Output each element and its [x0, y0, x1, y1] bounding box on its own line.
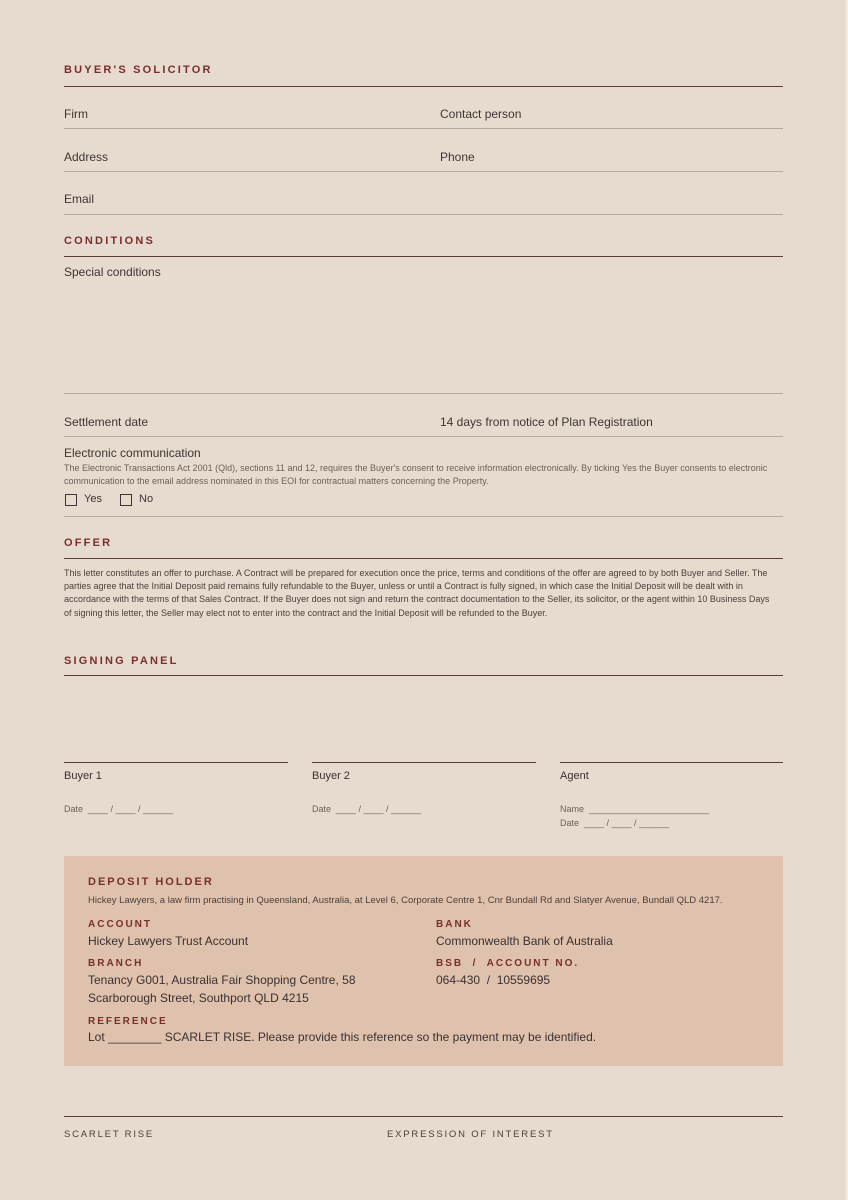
- agent-signature-line[interactable]: [560, 762, 783, 763]
- special-conditions-label: Special conditions: [64, 265, 161, 279]
- branch-label: BRANCH: [88, 958, 144, 969]
- field-rule: [64, 128, 783, 129]
- field-rule: [64, 393, 783, 394]
- signing-panel-heading: SIGNING PANEL: [64, 655, 179, 667]
- electronic-communication-label: Electronic communication: [64, 446, 201, 460]
- settlement-date-value: 14 days from notice of Plan Registration: [440, 415, 653, 429]
- bank-value: Commonwealth Bank of Australia: [436, 934, 613, 948]
- deposit-holder-heading: DEPOSIT HOLDER: [88, 876, 214, 888]
- footer-project-name: SCARLET RISE: [64, 1129, 155, 1140]
- no-checkbox[interactable]: [120, 494, 132, 506]
- yes-checkbox[interactable]: [65, 494, 77, 506]
- bsb-account-label: BSB / ACCOUNT NO.: [436, 958, 580, 969]
- offer-heading: OFFER: [64, 537, 113, 549]
- contact-person-label: Contact person: [440, 107, 522, 121]
- no-label: No: [139, 493, 154, 505]
- field-rule: [64, 214, 783, 215]
- electronic-communication-text: The Electronic Transactions Act 2001 (Qld), sections 11 and 12, requires the Buyer's consent to receive information electronically. By ticking Yes the Buyer consents to electronic communication to the email address nominated in this EOI for contractual matters concerning the Property.: [64, 463, 768, 486]
- deposit-holder-intro: Hickey Lawyers, a law firm practising in Queensland, Australia, at Level 6, Corporate Centre 1, Cnr Bundall Rd and Slatyer Avenue, Bundall QLD 4217.: [88, 895, 723, 906]
- buyer2-signature-line[interactable]: [312, 762, 536, 763]
- footer-document-title: EXPRESSION OF INTEREST: [387, 1129, 554, 1140]
- buyer1-signature-line[interactable]: [64, 762, 288, 763]
- buyers-solicitor-heading: BUYER'S SOLICITOR: [64, 64, 213, 76]
- section-rule: [64, 256, 783, 257]
- bsb-account-value: 064-430 / 10559695: [436, 973, 551, 987]
- section-rule: [64, 558, 783, 559]
- offer-text: This letter constitutes an offer to purchase. A Contract will be prepared for execution once the price, terms and conditions of the offer are agreed to by both Buyer and Seller. The parties agree that the Initial Deposit paid remains fully refundable to the Buyer, unless or until a Contract is fully signed, in which case the Initial Deposit will be dealt with in accordance with the terms of that Sales Contract. If the Buyer does not sign and return the contract documentation to the Seller, its solicitor, or the agent within 10 Business Days of signing this letter, the Seller may elect not to enter into the contract and the Initial Deposit will be refunded to the Buyer.: [64, 568, 770, 618]
- buyer2-label: Buyer 2: [312, 770, 350, 782]
- phone-label: Phone: [440, 150, 475, 164]
- branch-value-line1: Tenancy G001, Australia Fair Shopping Centre, 58: [88, 973, 356, 987]
- footer-rule: [64, 1116, 783, 1117]
- field-rule: [64, 516, 783, 517]
- agent-label: Agent: [560, 770, 589, 782]
- address-label: Address: [64, 150, 109, 164]
- conditions-heading: CONDITIONS: [64, 235, 156, 247]
- reference-value: Lot ________ SCARLET RISE. Please provide this reference so the payment may be identified.: [88, 1030, 597, 1044]
- yes-label: Yes: [84, 493, 102, 505]
- account-value: Hickey Lawyers Trust Account: [88, 934, 249, 948]
- section-rule: [64, 675, 783, 676]
- settlement-date-label: Settlement date: [64, 415, 149, 429]
- buyer2-date-field[interactable]: Date ____ / ____ / ______: [312, 804, 422, 814]
- deposit-holder-panel: [64, 856, 783, 1066]
- email-label: Email: [64, 192, 95, 206]
- agent-name-field[interactable]: Name ________________________: [560, 804, 710, 814]
- reference-label: REFERENCE: [88, 1016, 168, 1027]
- account-label: ACCOUNT: [88, 919, 152, 930]
- branch-value-line2: Scarborough Street, Southport QLD 4215: [88, 991, 309, 1005]
- firm-label: Firm: [64, 107, 88, 121]
- field-rule: [64, 171, 783, 172]
- field-rule: [64, 436, 783, 437]
- section-rule: [64, 86, 783, 87]
- bank-label: BANK: [436, 919, 473, 930]
- buyer1-label: Buyer 1: [64, 770, 102, 782]
- agent-date-field[interactable]: Date ____ / ____ / ______: [560, 818, 670, 828]
- buyer1-date-field[interactable]: Date ____ / ____ / ______: [64, 804, 174, 814]
